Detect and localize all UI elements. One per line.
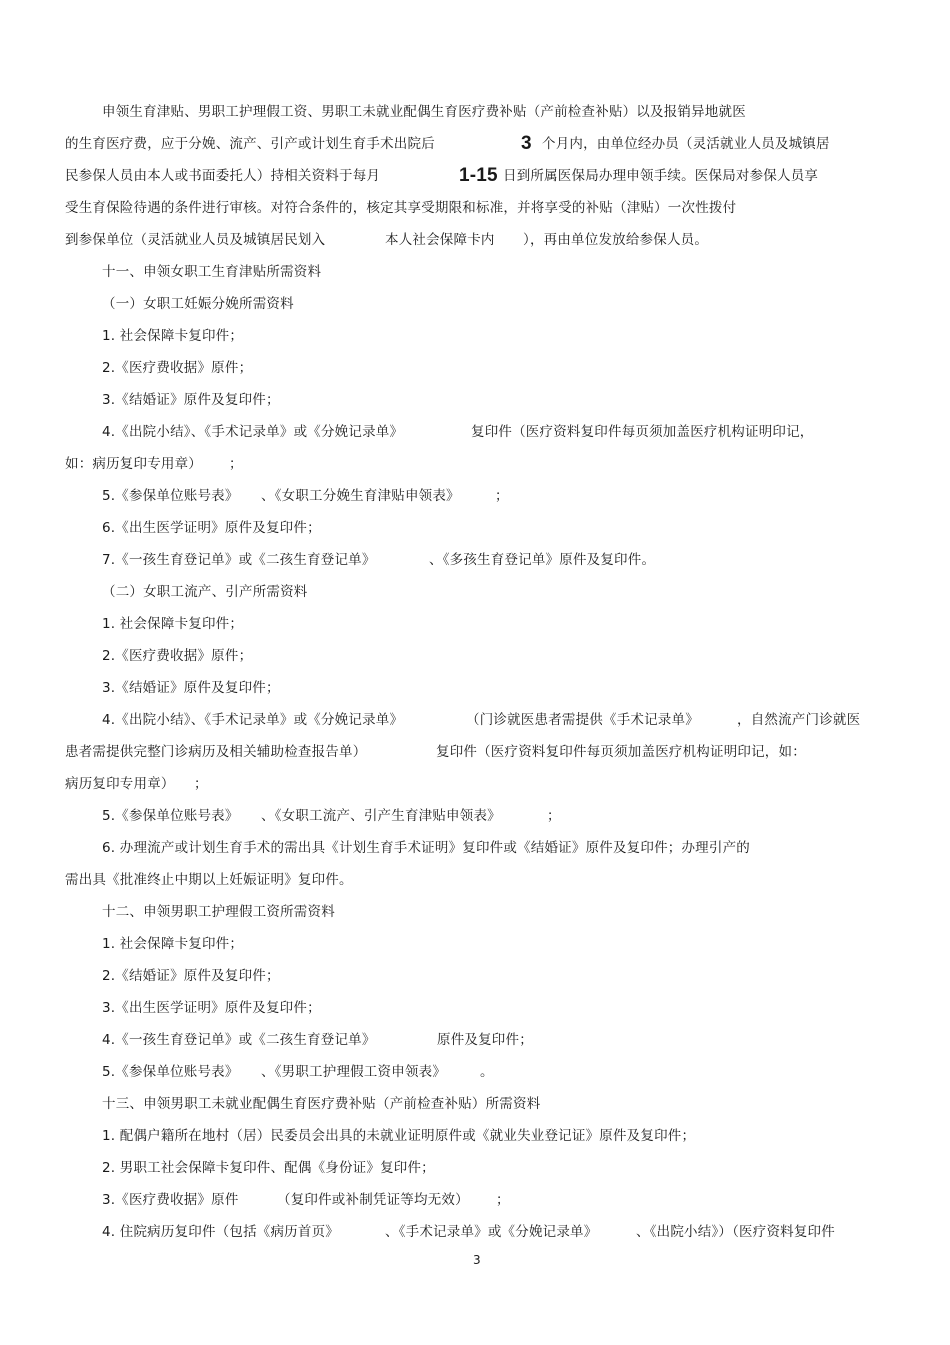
list-item-continuation: 需出具《批准终止中期以上妊娠证明》复印件。 xyxy=(65,872,353,888)
list-item-continuation: 、《男职工护理假工资申领表》 xyxy=(261,1064,447,1080)
list-item-continuation: ； xyxy=(495,488,509,504)
list-item-continuation: 、《出院小结》）（医疗资料复印件 xyxy=(636,1224,835,1240)
list-item: 4. 住院病历复印件（包括《病历首页》 xyxy=(102,1224,339,1240)
list-item-continuation: （门诊就医患者需提供《手术记录单》 xyxy=(466,712,699,728)
list-item: 5.《参保单位账号表》 xyxy=(102,808,239,824)
list-item: 2.《医疗费收据》原件； xyxy=(102,360,253,376)
intro-line-2b: 个月内，由单位经办员（灵活就业人员及城镇居 xyxy=(542,136,830,152)
list-item: 1. 社会保障卡复印件； xyxy=(102,616,244,632)
list-item-continuation: ； xyxy=(496,1192,510,1208)
intro-line-3b: 日到所属医保局办理申领手续。医保局对参保人员享 xyxy=(503,168,819,184)
list-item-continuation: 复印件（医疗资料复印件每页须加盖医疗机构证明印记， xyxy=(471,424,814,440)
list-item-continuation: （复印件或补制凭证等均无效） xyxy=(277,1192,469,1208)
list-item: 3.《医疗费收据》原件 xyxy=(102,1192,239,1208)
intro-line-5b: 本人社会保障卡内 xyxy=(385,232,495,248)
section11-sub1-heading: （一）女职工妊娠分娩所需资料 xyxy=(102,296,294,312)
list-item-continuation: 原件及复印件； xyxy=(437,1032,533,1048)
list-item-continuation: ； xyxy=(194,776,208,792)
intro-line-5a: 到参保单位（灵活就业人员及城镇居民划入 xyxy=(65,232,326,248)
list-item: 4.《出院小结》、《手术记录单》或《分娩记录单》 xyxy=(102,424,404,440)
list-item-continuation: 复印件（医疗资料复印件每页须加盖医疗机构证明印记，如： xyxy=(436,744,806,760)
intro-line-3a: 民参保人员由本人或书面委托人）持相关资料于每月 xyxy=(65,168,381,184)
list-item-continuation: ，自然流产门诊就医 xyxy=(737,712,861,728)
list-item-continuation: 病历复印专用章） xyxy=(65,776,175,792)
section11-sub2-heading: （二）女职工流产、引产所需资料 xyxy=(102,584,308,600)
list-item: 2. 男职工社会保障卡复印件、配偶《身份证》复印件； xyxy=(102,1160,435,1176)
section11-heading: 十一、申领女职工生育津贴所需资料 xyxy=(102,264,322,280)
list-item-continuation: 、《手术记录单》或《分娩记录单》 xyxy=(385,1224,598,1240)
page-number: 3 xyxy=(473,1253,481,1267)
intro-line-5c: ），再由单位发放给参保人员。 xyxy=(523,232,709,248)
section12-heading: 十二、申领男职工护理假工资所需资料 xyxy=(102,904,335,920)
intro-line-1: 申领生育津贴、男职工护理假工资、男职工未就业配偶生育医疗费补贴（产前检查补贴）以及报销异地就医 xyxy=(102,104,746,120)
list-item-continuation: 、《女职工分娩生育津贴申领表》 xyxy=(261,488,460,504)
section13-heading: 十三、申领男职工未就业配偶生育医疗费补贴（产前检查补贴）所需资料 xyxy=(102,1096,541,1112)
list-item: 2.《结婚证》原件及复印件； xyxy=(102,968,280,984)
list-item: 6.《出生医学证明》原件及复印件； xyxy=(102,520,321,536)
list-item-continuation: ； xyxy=(547,808,561,824)
intro-months-number: 3 xyxy=(521,133,532,154)
intro-line-4: 受生育保险待遇的条件进行审核。对符合条件的，核定其享受期限和标准，并将享受的补贴（津贴）一次性拨付 xyxy=(65,200,737,216)
list-item: 4.《出院小结》、《手术记录单》或《分娩记录单》 xyxy=(102,712,404,728)
list-item-continuation: 、《多孩生育登记单》原件及复印件。 xyxy=(429,552,656,568)
list-item: 7.《一孩生育登记单》或《二孩生育登记单》 xyxy=(102,552,376,568)
intro-line-2a: 的生育医疗费，应于分娩、流产、引产或计划生育手术出院后 xyxy=(65,136,435,152)
list-item: 4.《一孩生育登记单》或《二孩生育登记单》 xyxy=(102,1032,376,1048)
list-item: 6. 办理流产或计划生育手术的需出具《计划生育手术证明》复印件或《结婚证》原件及复印件；办理引产的 xyxy=(102,840,750,856)
list-item: 5.《参保单位账号表》 xyxy=(102,1064,239,1080)
list-item: 3.《结婚证》原件及复印件； xyxy=(102,680,280,696)
list-item-continuation: 患者需提供完整门诊病历及相关辅助检查报告单） xyxy=(65,744,367,760)
list-item: 3.《结婚证》原件及复印件； xyxy=(102,392,280,408)
list-item: 5.《参保单位账号表》 xyxy=(102,488,239,504)
list-item: 1. 配偶户籍所在地村（居）民委员会出具的未就业证明原件或《就业失业登记证》原件及复印件； xyxy=(102,1128,696,1144)
list-item-continuation: 、《女职工流产、引产生育津贴申领表》 xyxy=(261,808,501,824)
list-item: 2.《医疗费收据》原件； xyxy=(102,648,253,664)
list-item: 1. 社会保障卡复印件； xyxy=(102,936,244,952)
intro-days-number: 1-15 xyxy=(459,165,498,186)
list-item-continuation: 。 xyxy=(480,1064,494,1080)
list-item: 1. 社会保障卡复印件； xyxy=(102,328,244,344)
list-item: 3.《出生医学证明》原件及复印件； xyxy=(102,1000,321,1016)
list-item-continuation: 如：病历复印专用章） xyxy=(65,456,202,472)
list-item-continuation: ； xyxy=(229,456,243,472)
